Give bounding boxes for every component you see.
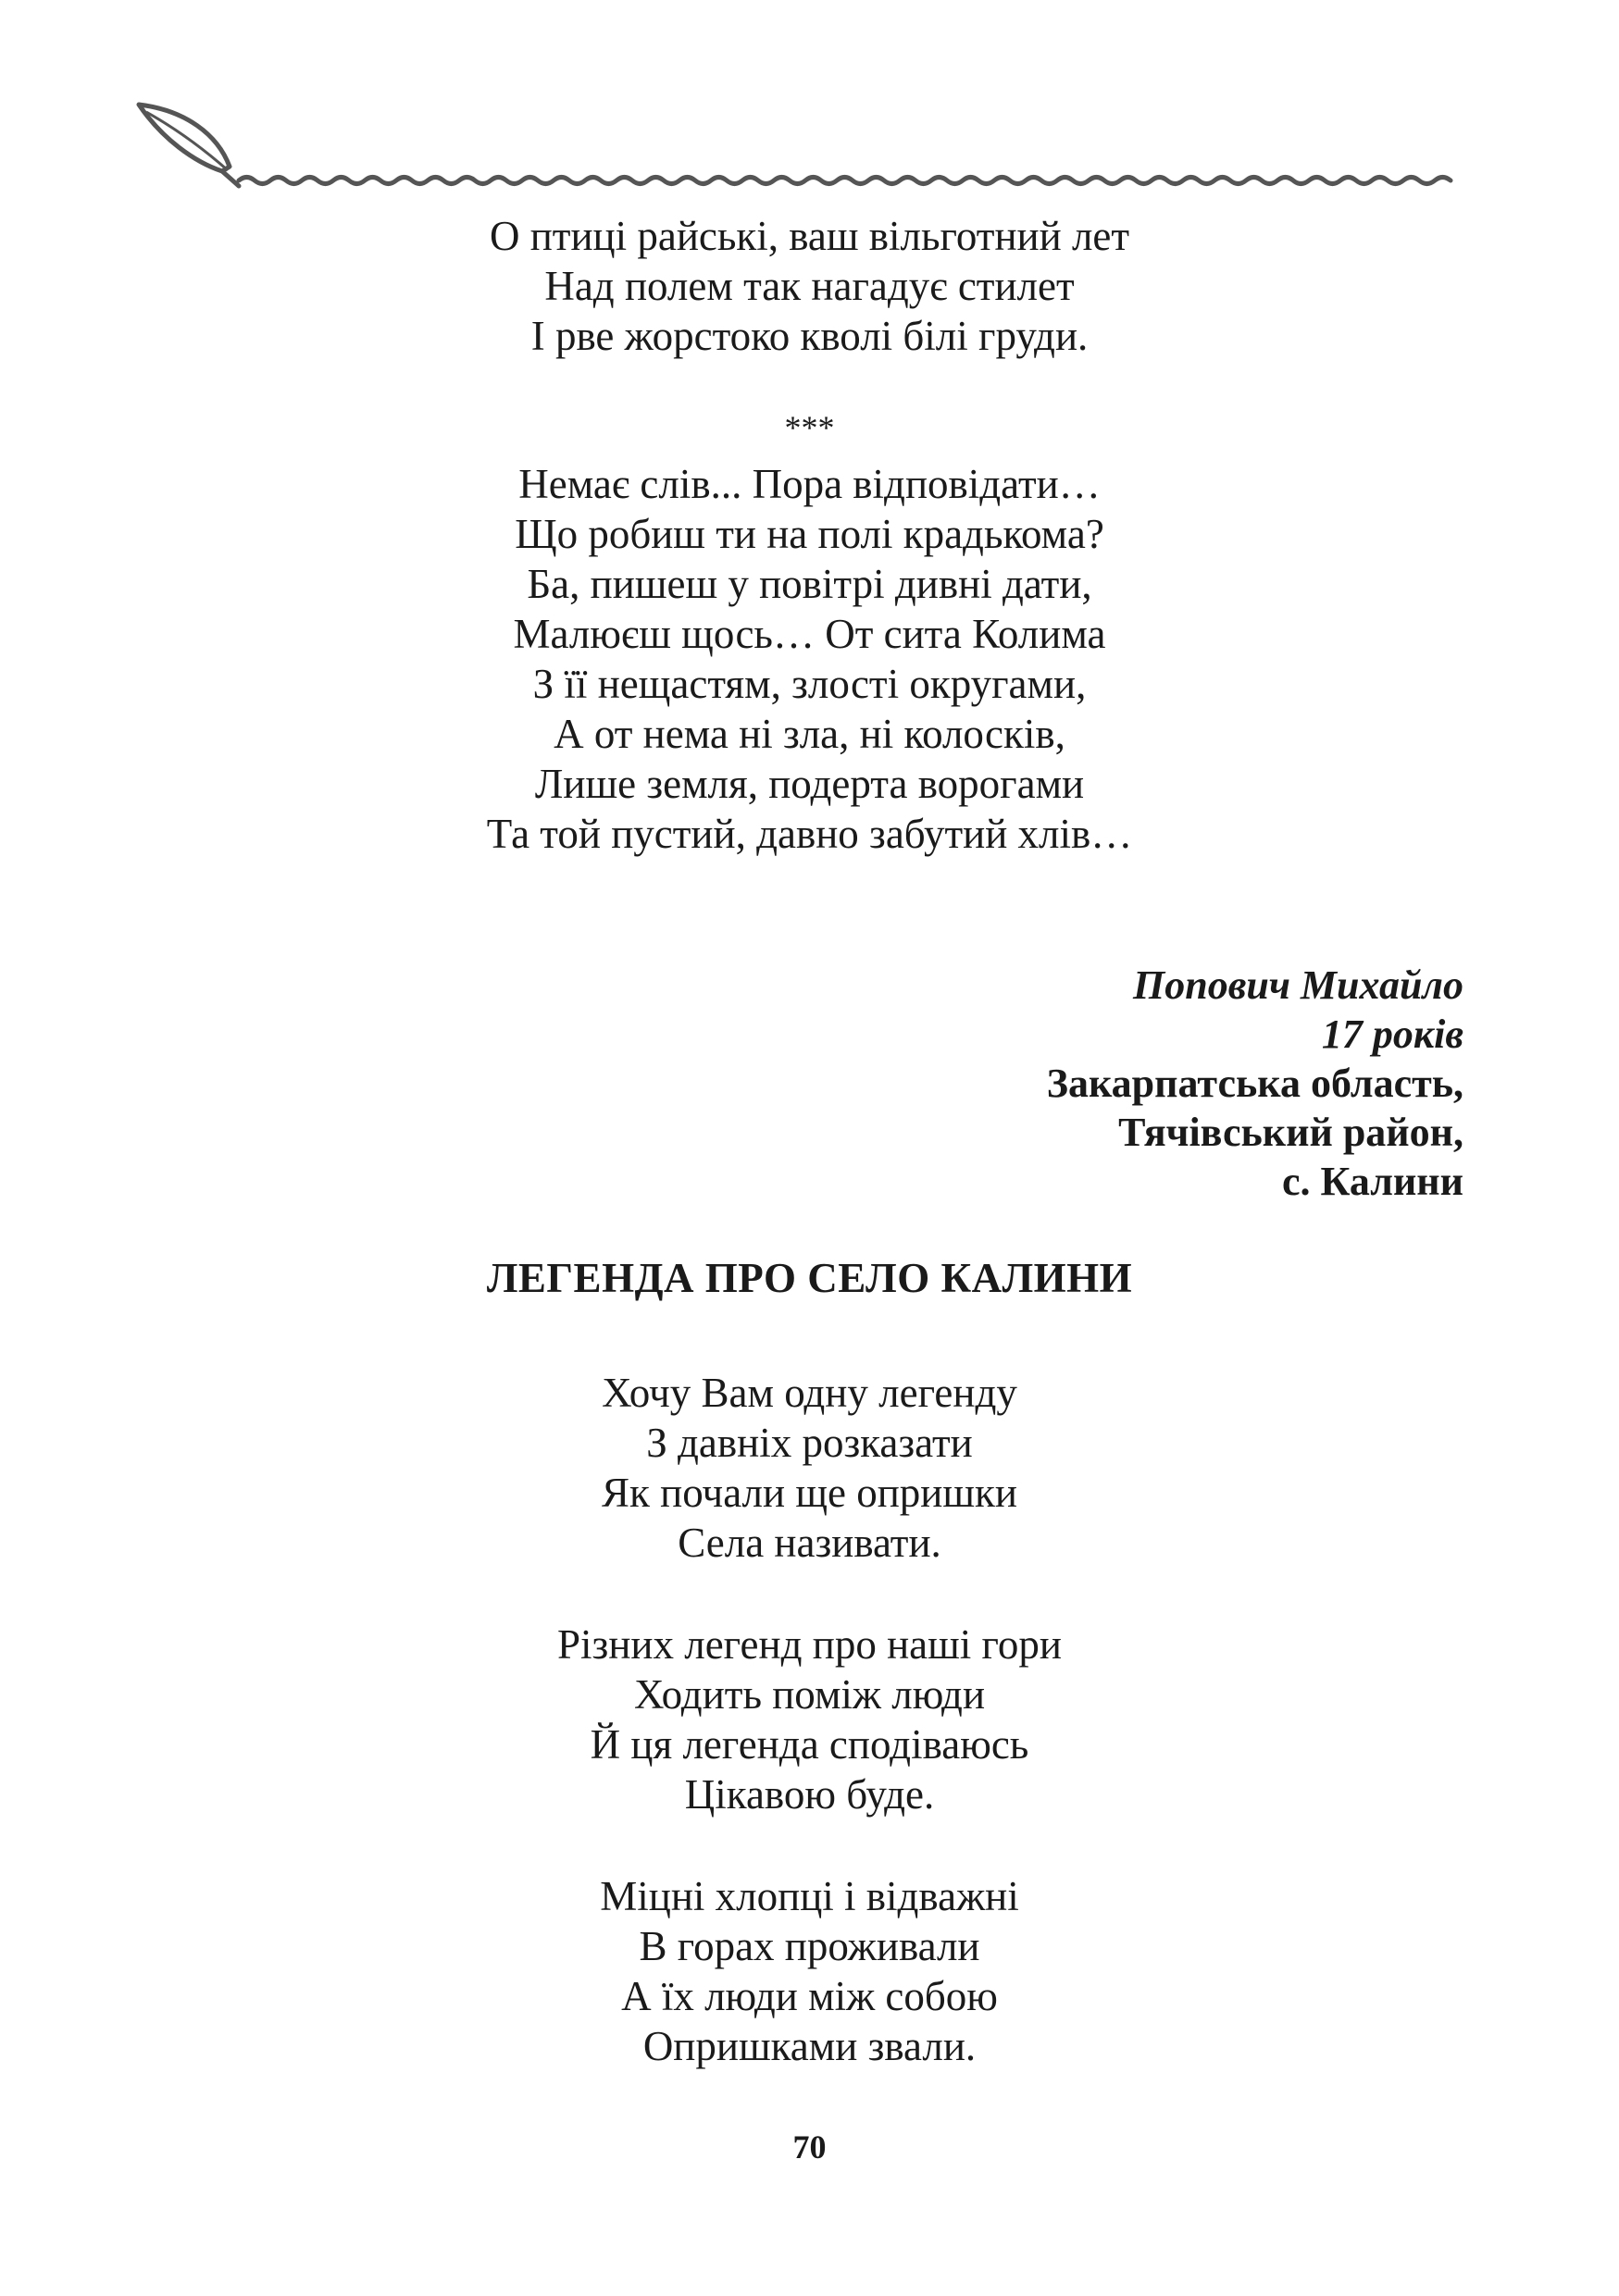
poem-line: З її нещастям, злості округами, xyxy=(532,661,1087,707)
poem-line: Та той пустий, давно забутий хлів… xyxy=(486,811,1133,857)
poem-line: Хочу Вам одну легенду xyxy=(602,1370,1017,1416)
author-name: Попович Михайло xyxy=(1133,962,1463,1008)
poem-line: Різних легенд про наші гори xyxy=(557,1621,1062,1668)
poem-line: Й ця легенда сподіваюсь xyxy=(590,1721,1029,1768)
poem-line: Як почали ще опришки xyxy=(602,1470,1017,1516)
poem-continuation xyxy=(0,211,1619,361)
legend-stanza xyxy=(0,1871,1619,2071)
poem-line: Над полем так нагадує стилет xyxy=(544,263,1075,309)
poem-line: І рве жорстоко кволі білі груди. xyxy=(530,313,1089,359)
wavy-divider xyxy=(239,178,1451,184)
poem-line: Цікавою буде. xyxy=(684,1771,935,1818)
poem-line: А от нема ні зла, ні колосків, xyxy=(554,711,1065,757)
poem-line: Села називати. xyxy=(678,1520,941,1566)
poem-line: Малюєш щось… От сита Колима xyxy=(513,611,1106,657)
poem-line: В горах проживали xyxy=(639,1923,980,1969)
poem-line: Лише земля, подерта ворогами xyxy=(534,761,1085,807)
author-signature xyxy=(1047,961,1463,1206)
quill-pen-icon xyxy=(139,105,239,186)
poem-line: Ходить поміж люди xyxy=(633,1671,986,1718)
page-number: 70 xyxy=(792,2128,827,2166)
legend-stanza xyxy=(0,1620,1619,1819)
poem-line: Ба, пишеш у повітрі дивні дати, xyxy=(527,561,1092,607)
poem-line: А їх люди між собою xyxy=(621,1973,998,2019)
poem-line: Що робиш ти на полі крадькома? xyxy=(515,511,1104,557)
poem-line: О птиці райські, ваш вільготний лет xyxy=(489,213,1130,259)
poem-line: Опришками звали. xyxy=(642,2023,977,2069)
poem-line: Немає слів... Пора відповідати… xyxy=(518,461,1101,507)
poem-line: Міцні хлопці і відважні xyxy=(600,1873,1019,1919)
poem-title: ЛЕГЕНДА ПРО СЕЛО КАЛИНИ xyxy=(486,1255,1133,1301)
author-age: 17 років xyxy=(1321,1011,1463,1057)
legend-stanza xyxy=(0,1368,1619,1568)
author-village: с. Калини xyxy=(1282,1159,1463,1204)
author-district: Тячівський район, xyxy=(1118,1110,1463,1155)
stanza-separator: *** xyxy=(784,409,835,446)
poem-second xyxy=(0,459,1619,859)
poem-line: З давніх розказати xyxy=(646,1420,973,1466)
header-ornament xyxy=(130,97,1463,199)
author-region: Закарпатська область, xyxy=(1046,1061,1463,1106)
